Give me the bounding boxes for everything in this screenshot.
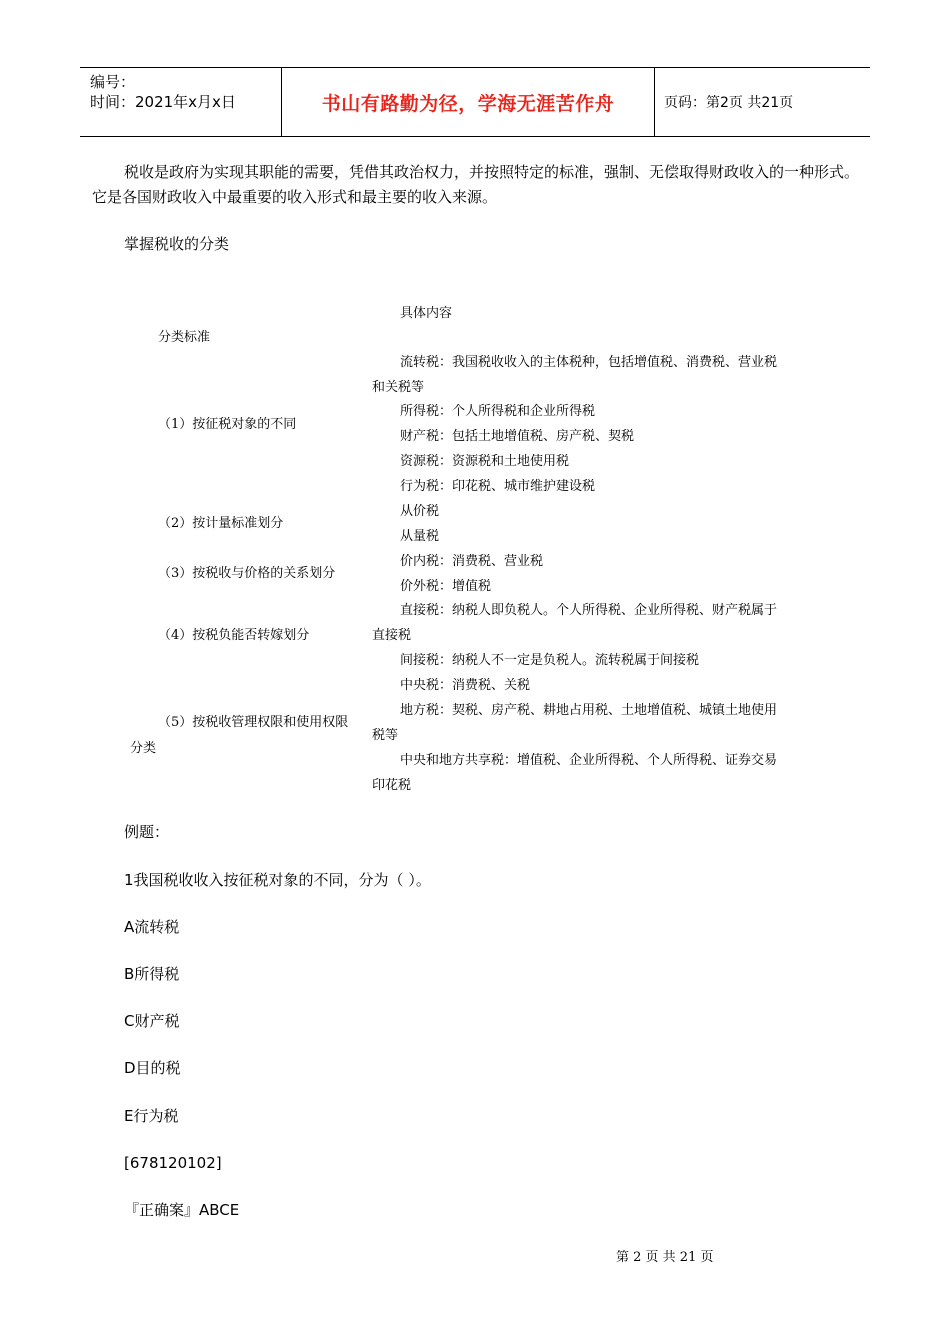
table-content-line: 资源税：资源税和土地使用税 xyxy=(400,454,570,469)
table-content-line: 所得税：个人所得税和企业所得税 xyxy=(400,404,596,419)
table-content-line: 流转税：我国税收收入的主体税种，包括增值税、消费税、营业税 xyxy=(400,355,778,370)
table-content-line: 直接税 xyxy=(372,628,412,643)
table-content-line: 从量税 xyxy=(400,529,440,544)
table-content-line: 税等 xyxy=(372,728,399,743)
section-title: 掌握税收的分类 xyxy=(124,235,230,253)
table-content-line: 和关税等 xyxy=(372,380,425,395)
table-content-line: 行为税：印花税、城市维护建设税 xyxy=(400,479,596,494)
option-e: E行为税 xyxy=(124,1107,179,1125)
time-label: 时间：2021年x月x日 xyxy=(90,93,236,111)
table-category: （4）按税负能否转嫁划分 xyxy=(158,628,310,643)
table-content-line: 直接税：纳税人即负税人。个人所得税、企业所得税、财产税属于 xyxy=(400,603,778,618)
answer: 『正确案』ABCE xyxy=(124,1201,240,1219)
table-content-line: 价内税：消费税、营业税 xyxy=(400,554,544,569)
table-category: （5）按税收管理权限和使用权限 xyxy=(158,715,349,730)
example-question: 1我国税收收入按征税对象的不同，分为（ ）。 xyxy=(124,871,431,889)
table-content-line: 财产税：包括土地增值税、房产税、契税 xyxy=(400,429,635,444)
table-content-line: 中央和地方共享税：增值税、企业所得税、个人所得税、证券交易 xyxy=(400,753,778,768)
question-code: [678120102] xyxy=(124,1154,222,1172)
header-meta xyxy=(90,72,236,112)
number-label: 编号： xyxy=(90,73,136,91)
table-header-standard: 分类标准 xyxy=(158,330,211,345)
page-header xyxy=(80,67,870,137)
header-page-info: 页码：第2页 共21页 xyxy=(664,95,794,111)
table-content-line: 印花税 xyxy=(372,778,412,793)
header-divider xyxy=(654,68,655,136)
option-d: D目的税 xyxy=(124,1059,181,1077)
option-c: C财产税 xyxy=(124,1012,180,1030)
table-content-line: 地方税：契税、房产税、耕地占用税、土地增值税、城镇土地使用 xyxy=(400,703,778,718)
intro-paragraph: 税收是政府为实现其职能的需要，凭借其政治权力，并按照特定的标准，强制、无偿取得财政收入的一种形式。它是各国财政收入中最重要的收入形式和最主要的收入来源。 xyxy=(92,163,860,206)
table-content-line: 中央税：消费税、关税 xyxy=(400,678,531,693)
option-a: A流转税 xyxy=(124,918,180,936)
table-category: （2）按计量标准划分 xyxy=(158,516,284,531)
table-category: （3）按税收与价格的关系划分 xyxy=(158,566,336,581)
page-footer: 第 2 页 共 21 页 xyxy=(616,1250,714,1265)
table-header-content: 具体内容 xyxy=(400,306,453,321)
table-content-line: 间接税：纳税人不一定是负税人。流转税属于间接税 xyxy=(400,653,700,668)
table-content-line: 从价税 xyxy=(400,504,440,519)
option-b: B所得税 xyxy=(124,965,180,983)
example-label: 例题： xyxy=(124,823,170,841)
table-content-line: 价外税：增值税 xyxy=(400,579,492,594)
table-category: （1）按征税对象的不同 xyxy=(158,417,297,432)
table-category: 分类 xyxy=(130,741,157,756)
header-motto: 书山有路勤为径，学海无涯苦作舟 xyxy=(321,92,615,115)
